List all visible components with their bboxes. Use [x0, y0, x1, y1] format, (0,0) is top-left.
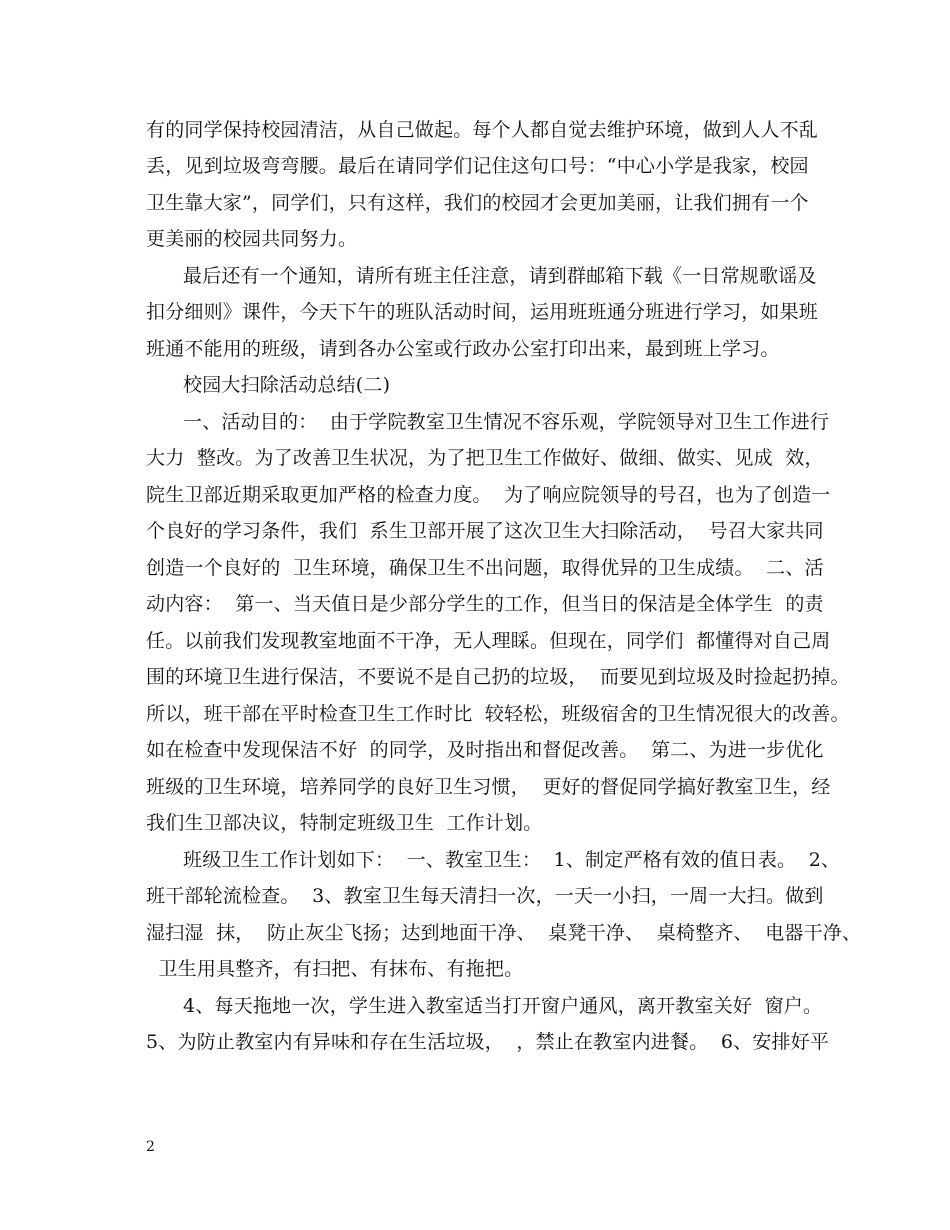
- text-line: 动内容： 第一、当天值日是少部分学生的工作，但当日的保洁是全体学生 的责: [146, 593, 824, 615]
- text-line: 班级卫生工作计划如下： 一、教室卫生： 1、制定严格有效的值日表。 2、: [183, 849, 841, 871]
- text-line: 扣分细则》课件，今天下午的班队活动时间，运用班班通分班进行学习，如果班: [146, 301, 819, 323]
- text-line: 卫生用具整齐，有扫把、有抹布、有拖把。: [146, 958, 524, 980]
- page-number: 2: [146, 1139, 155, 1155]
- text-line: 如在检查中发现保洁不好 的同学，及时指出和督促改善。 第二、为进一步优化: [146, 739, 824, 761]
- text-line: 丢，见到垃圾弯弯腰。最后在请同学们记住这句口号：“中心小学是我家，校园: [146, 155, 809, 177]
- text-line: 围的环境卫生进行保洁，不要说不是自己扔的垃圾， 而要见到垃圾及时捡起扔掉。: [146, 666, 850, 688]
- text-line: 更美丽的校园共同努力。: [146, 228, 358, 250]
- section-heading: 校园大扫除活动总结(二): [183, 374, 391, 396]
- text-line: 有的同学保持校园清洁，从自己做起。每个人都自觉去维护环境，做到人人不乱: [146, 119, 819, 141]
- text-line: 卫生靠大家”，同学们，只有这样，我们的校园才会更加美丽，让我们拥有一个: [146, 192, 809, 214]
- text-line: 个良好的学习条件，我们 系生卫部开展了这次卫生大扫除活动， 号召大家共同: [146, 520, 824, 542]
- text-line: 大力 整改。为了改善卫生状况，为了把卫生工作做好、做细、做实、见成 效，: [146, 447, 824, 469]
- text-line: 5、为防止教室内有异味和存在生活垃圾， ，禁止在教室内进餐。 6、安排好平: [146, 1031, 830, 1053]
- text-line: 班干部轮流检查。 3、教室卫生每天清扫一次，一天一小扫，一周一大扫。做到: [146, 885, 824, 907]
- text-line: 4、每天拖地一次，学生进入教室适当打开窗户通风，离开教室关好 窗户。: [183, 995, 823, 1017]
- text-line: 所以，班干部在平时检查卫生工作时比 较轻松，班级宿舍的卫生情况很大的改善。: [146, 703, 850, 725]
- text-line: 湿扫湿 抹， 防止灰尘飞扬；达到地面干净、 桌凳干净、 桌椅整齐、 电器干净、: [146, 922, 862, 944]
- text-line: 班级的卫生环境，培养同学的良好卫生习惯， 更好的督促同学搞好教室卫生，经: [146, 776, 831, 798]
- text-line: 班通不能用的班级，请到各办公室或行政办公室打印出来，最到班上学习。: [146, 338, 780, 360]
- text-line: 一、活动目的： 由于学院教室卫生情况不容乐观，学院领导对卫生工作进行: [183, 411, 830, 433]
- text-line: 最后还有一个通知，请所有班主任注意，请到群邮箱下载《一日常规歌谣及: [183, 265, 817, 287]
- text-line: 创造一个良好的 卫生环境，确保卫生不出问题，取得优异的卫生成绩。 二、活: [146, 557, 824, 579]
- text-line: 院生卫部近期采取更加严格的检查力度。 为了响应院领导的号召，也为了创造一: [146, 484, 831, 506]
- text-line: 任。以前我们发现教室地面不干净，无人理睬。但现在，同学们 都懂得对自己周: [146, 630, 831, 652]
- text-line: 我们生卫部决议，特制定班级卫生 工作计划。: [146, 812, 543, 834]
